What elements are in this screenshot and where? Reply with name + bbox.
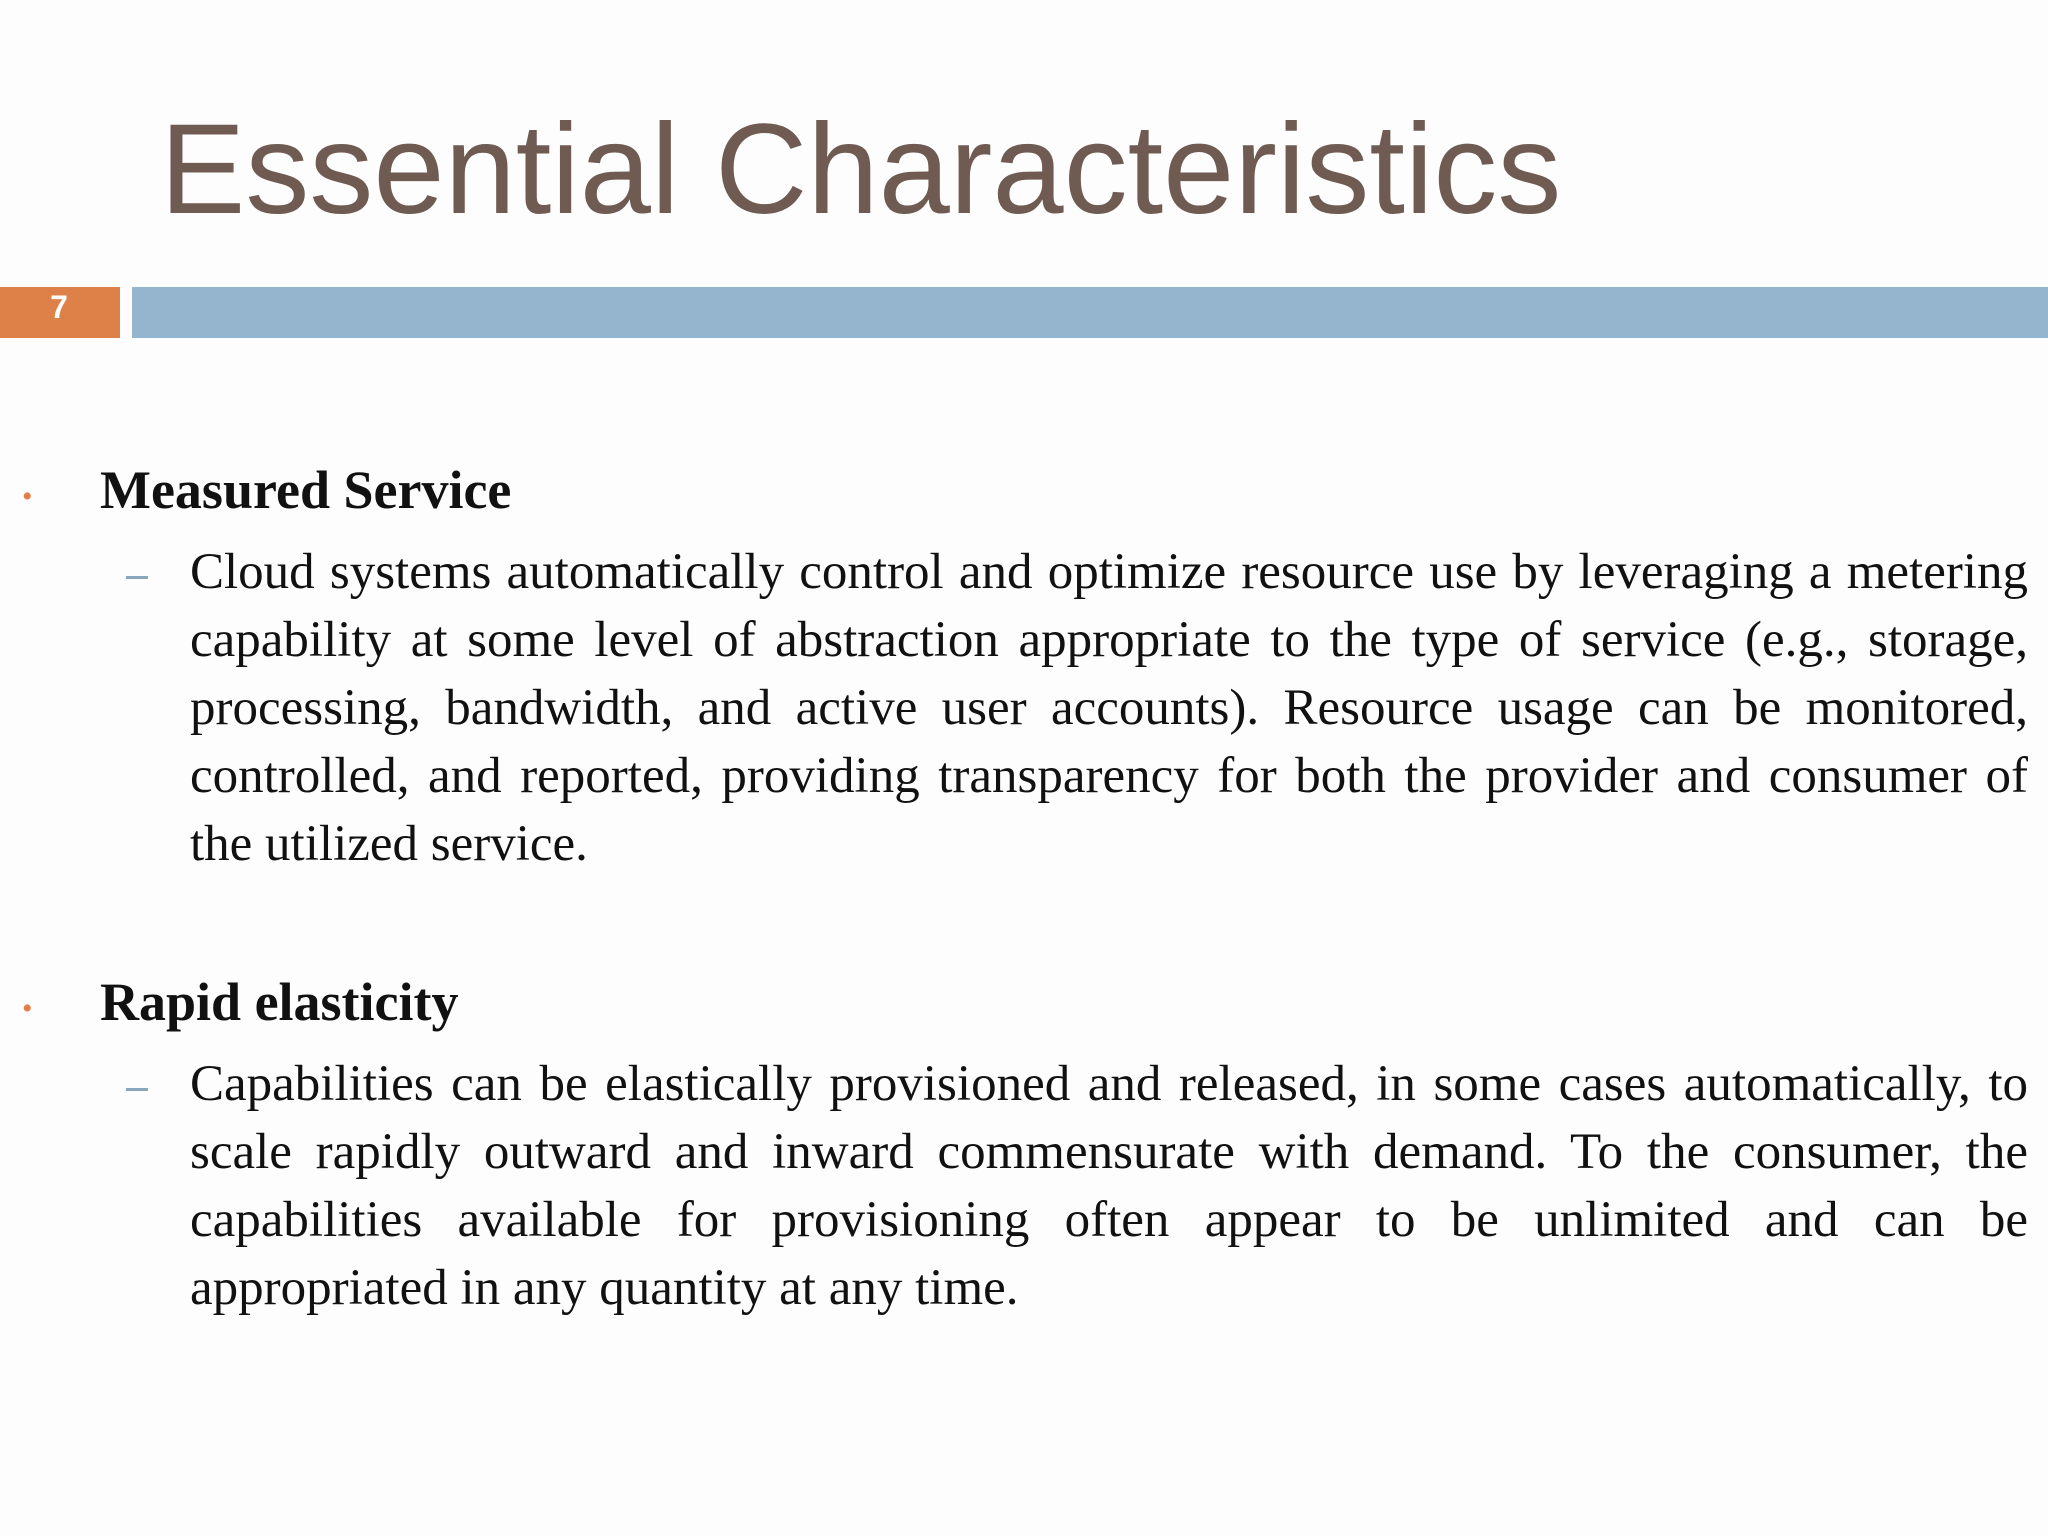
section-heading-rapid-elasticity: Rapid elasticity [100, 972, 459, 1032]
dash-icon [126, 1088, 148, 1091]
slide-title: Essential Characteristics [160, 98, 1562, 241]
slide-number-badge [0, 287, 120, 338]
section-body-rapid-elasticity: Capabilities can be elastically provisioned and released, in some cases automatically, to scale rapidly outward and inward commensurate with demand. To the consumer, the capabilities available for provisioning often appear to be unlimited and can be appropriated in any quantity at any time. [190, 1056, 2028, 1316]
title-divider-bar [132, 287, 2048, 338]
dash-icon [126, 576, 148, 579]
slide-number: 7 [50, 289, 68, 325]
bullet-icon: • [22, 480, 33, 513]
section-heading-measured-service: Measured Service [100, 460, 512, 520]
bullet-icon: • [22, 992, 33, 1025]
section-body-measured-service: Cloud systems automatically control and optimize resource use by leveraging a metering capability at some level of abstraction appropriate to the type of service (e.g., storage, processing, bandwidth, and active user accounts). Resource usage can be monitored, controlled, and reported, providing transparency for both the provider and consumer of the utilized service. [190, 544, 2028, 872]
